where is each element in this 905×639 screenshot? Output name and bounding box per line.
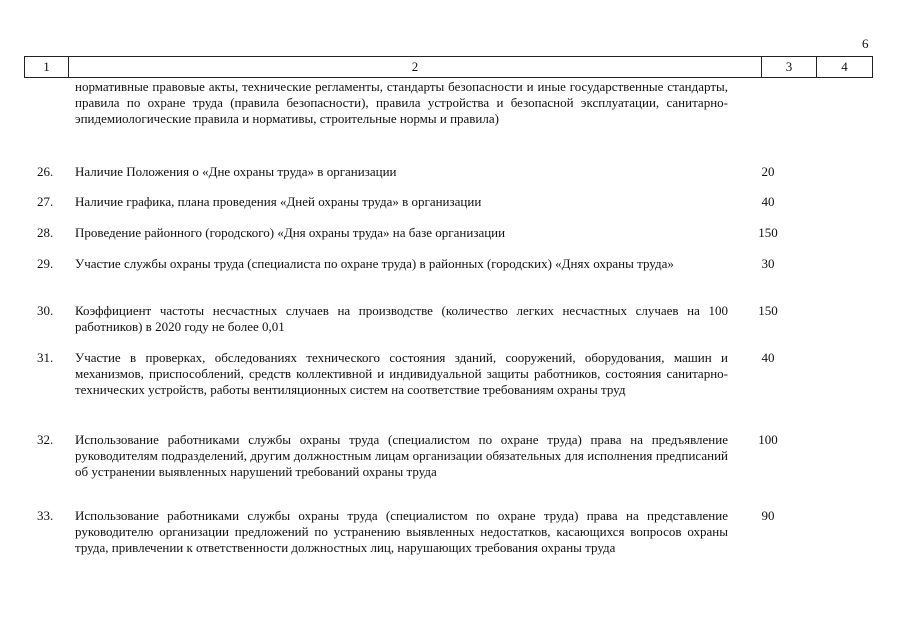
row-score: 150 xyxy=(758,303,778,318)
table-header xyxy=(24,56,873,78)
row-number: 32. xyxy=(37,432,54,447)
row-text: Коэффициент частоты несчастных случаев на производстве (количество легких несчастных случаев на 100 работников) в 2020 году не более 0,01 xyxy=(75,303,728,334)
row-number: 29. xyxy=(37,256,54,271)
header-col-4: 4 xyxy=(817,57,873,78)
row-number: 28. xyxy=(37,225,54,240)
row-score: 100 xyxy=(758,432,778,447)
row-text: Использование работниками службы охраны труда (специалистом по охране труда) права на представление руководителю организации предложений по устранению выявленных недостатков, касающихся вопросов охраны труда, привлечении к ответственности должностных лиц, нарушающих требования охраны труда xyxy=(75,508,728,555)
row-score: 30 xyxy=(761,256,775,271)
row-text: Наличие графика, плана проведения «Дней охраны труда» в организации xyxy=(75,194,482,209)
row-number: 30. xyxy=(37,303,54,318)
row-text: Наличие Положения о «Дне охраны труда» в организации xyxy=(75,164,397,179)
row-score: 90 xyxy=(761,508,775,523)
row-number: 31. xyxy=(37,350,54,365)
row-score: 150 xyxy=(758,225,778,240)
header-col-1: 1 xyxy=(25,57,69,78)
row-score: 40 xyxy=(761,194,775,209)
header-col-2: 2 xyxy=(69,57,762,78)
row-number: 26. xyxy=(37,164,54,179)
row-text: Участие в проверках, обследованиях технического состояния зданий, сооружений, оборудования, машин и механизмов, приспособлений, средств коллективной и индивидуальной защиты работников, состояния санитарно-технических устройств, работы вентиляционных систем на соответствие требованиям охраны труд xyxy=(75,350,728,397)
row-score: 20 xyxy=(761,164,775,179)
page-number: 6 xyxy=(862,36,869,51)
row-text: Участие службы охраны труда (специалиста по охране труда) в районных (городских) «Днях охраны труда» xyxy=(75,256,674,271)
row-text: Использование работниками службы охраны труда (специалистом по охране труда) права на предъявление руководителям подразделений, другим должностным лицам организации обязательных для исполнения предписаний об устранении выявленных нарушений требований охраны труда xyxy=(75,432,728,479)
row-score: 40 xyxy=(761,350,775,365)
row-number: 33. xyxy=(37,508,54,523)
row-number: 27. xyxy=(37,194,54,209)
continuation-text: нормативные правовые акты, технические регламенты, стандарты безопасности и иные государственные стандарты, правила по охране труда (правила безопасности), правила устройства и безопасной эксплуатации, санитарно-эпидемиологические правила и нормативы, строительные нормы и правила) xyxy=(75,79,728,126)
header-col-3: 3 xyxy=(762,57,817,78)
row-text: Проведение районного (городского) «Дня охраны труда» на базе организации xyxy=(75,225,506,240)
